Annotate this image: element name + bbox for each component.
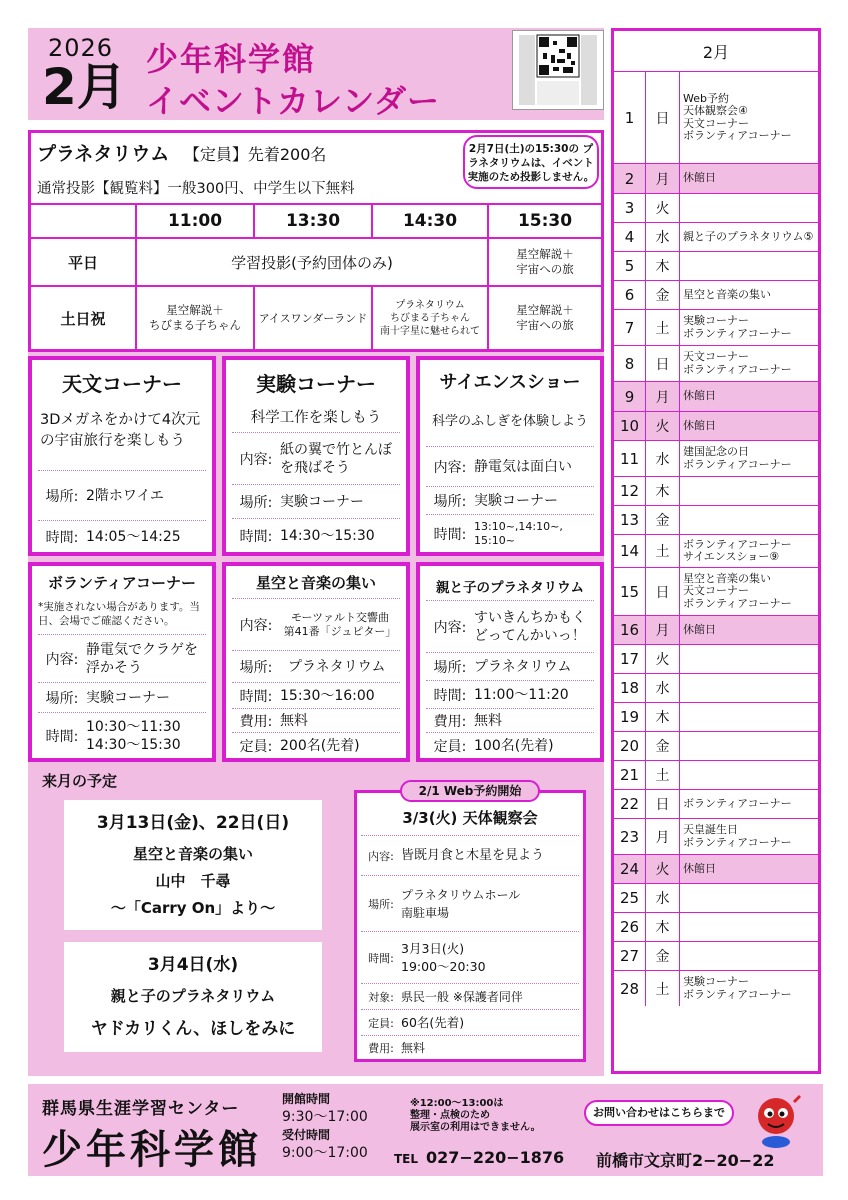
- music-cap-value: 200名(先着): [280, 737, 360, 754]
- next-kids-date: 3月4日(水): [147, 955, 239, 975]
- calendar-day-row: [614, 163, 818, 193]
- mascot-icon: [748, 1092, 804, 1150]
- volunteer-content-key: 内容:: [45, 651, 79, 668]
- calendar-day-row: [614, 760, 818, 789]
- calendar-events: ボランティアコーナー: [683, 796, 792, 810]
- calendar-events: [680, 884, 818, 912]
- calendar-weekday: 月: [646, 382, 680, 411]
- calendar-day-number: 16: [614, 616, 646, 644]
- header-year: 2026: [48, 34, 114, 62]
- next-obs-title: 3/3(火) 天体観察会: [402, 809, 538, 827]
- calendar-weekday: 土: [646, 761, 680, 789]
- footer-recv-label: 受付時間: [282, 1128, 331, 1142]
- calendar-day-row: [614, 222, 818, 251]
- kids-place-value: プラネタリウム: [474, 658, 572, 675]
- weekday-label: 平日: [67, 253, 98, 272]
- planetarium-title: [37, 139, 326, 166]
- calendar-day-row: [614, 193, 818, 222]
- calendar-events: [680, 732, 818, 760]
- calendar-events: 実験コーナー ボランティアコーナー: [683, 975, 792, 1001]
- header-month: 2月: [42, 58, 127, 116]
- experiment-desc: 科学工作を楽しもう: [250, 410, 382, 426]
- science-desc: 科学のふしぎを体験しよう: [431, 414, 588, 429]
- experiment-corner-box: [222, 356, 410, 556]
- kids-place-key: 場所:: [433, 659, 467, 676]
- calendar-events: [680, 942, 818, 970]
- calendar-day-number: 15: [614, 568, 646, 615]
- calendar-events: 星空と音楽の集い 天文コーナー ボランティアコーナー: [683, 571, 792, 610]
- next-month-label: 来月の予定: [42, 772, 118, 790]
- next-kids-line2: ヤドカリくん、ほしをみに: [90, 1019, 296, 1039]
- next-observation-box: [354, 790, 586, 1062]
- qr-code-icon[interactable]: [512, 30, 604, 110]
- calendar-weekday: 土: [646, 971, 680, 1006]
- calendar-day-row: [614, 381, 818, 411]
- calendar-events: 建国記念の日 ボランティアコーナー: [683, 445, 792, 471]
- calendar-day-row: [614, 411, 818, 440]
- calendar-weekday: 木: [646, 477, 680, 505]
- science-title: サイエンスショー: [439, 372, 581, 393]
- calendar-day-number: 13: [614, 506, 646, 534]
- calendar-events: 休館日: [683, 171, 716, 185]
- calendar-day-row: [614, 345, 818, 381]
- next-obs-place-value: プラネタリウムホール 南駐車場: [401, 887, 521, 920]
- calendar-weekday: 月: [646, 616, 680, 644]
- weekday-program: 学習投影(予約団体のみ): [231, 253, 393, 272]
- calendar-day-row: [614, 731, 818, 760]
- calendar-day-number: 3: [614, 194, 646, 222]
- calendar-weekday: 木: [646, 703, 680, 731]
- kids-fee-value: 無料: [474, 712, 502, 729]
- astronomy-title: 天文コーナー: [62, 372, 182, 396]
- calendar-events: 休館日: [683, 418, 716, 432]
- calendar-events: 休館日: [683, 389, 716, 403]
- next-music-line2: 山中 千尋: [155, 872, 231, 890]
- calendar-weekday: 月: [646, 819, 680, 854]
- experiment-time-value: 14:30〜15:30: [280, 527, 375, 544]
- calendar-weekday: 水: [646, 884, 680, 912]
- planetarium-capacity: 【定員】先着200名: [183, 145, 327, 164]
- calendar-weekday: 土: [646, 310, 680, 345]
- next-obs-target-key: 対象:: [368, 990, 394, 1004]
- calendar-weekday: 木: [646, 252, 680, 280]
- astronomy-corner-box: [28, 356, 216, 556]
- calendar-day-number: 14: [614, 535, 646, 567]
- calendar-day-row: [614, 615, 818, 644]
- experiment-content-key: 内容:: [239, 451, 273, 468]
- web-reservation-badge: 2/1 Web予約開始: [400, 780, 540, 802]
- calendar-events: [680, 761, 818, 789]
- planetarium-fee: 通常投影【観覧料】一般300円、中学生以下無料: [37, 181, 355, 197]
- calendar-day-number: 2: [614, 164, 646, 193]
- calendar-events: ボランティアコーナー サイエンスショー⑨: [683, 537, 792, 563]
- weekend-program-2: アイスワンダーランド: [258, 312, 368, 325]
- calendar-events: 星空と音楽の集い: [683, 287, 771, 301]
- experiment-place-value: 実験コーナー: [280, 493, 364, 510]
- kids-planetarium-box: [416, 562, 604, 762]
- calendar-day-number: 6: [614, 281, 646, 309]
- astronomy-place-key: 場所:: [45, 488, 79, 505]
- science-place-value: 実験コーナー: [474, 492, 558, 509]
- calendar-day-row: [614, 505, 818, 534]
- next-obs-fee-key: 費用:: [368, 1041, 394, 1055]
- calendar-day-row: [614, 476, 818, 505]
- calendar-weekday: 水: [646, 674, 680, 702]
- volunteer-corner-box: [28, 562, 216, 762]
- calendar-day-number: 21: [614, 761, 646, 789]
- astronomy-place-value: 2階ホワイエ: [86, 487, 164, 504]
- experiment-time-key: 時間:: [239, 528, 273, 545]
- calendar-day-row: [614, 644, 818, 673]
- science-time-value: 13:10~,14:10~, 15:10~: [474, 519, 563, 547]
- calendar-title: 2月: [702, 42, 730, 62]
- time-header-4: 15:30: [517, 211, 573, 231]
- weekend-program-3: プラネタリウム ちびまる子ちゃん 南十字星に魅せられて: [380, 299, 480, 337]
- calendar-weekday: 火: [646, 645, 680, 673]
- calendar-events: [680, 703, 818, 731]
- calendar-day-number: 23: [614, 819, 646, 854]
- calendar-events: [680, 913, 818, 941]
- calendar-day-row: [614, 702, 818, 731]
- calendar-weekday: 火: [646, 194, 680, 222]
- kids-time-key: 時間:: [433, 687, 467, 704]
- footer-open-label: 開館時間: [282, 1092, 331, 1106]
- time-header-1: 11:00: [167, 211, 223, 231]
- calendar-events: 天文コーナー ボランティアコーナー: [683, 350, 792, 376]
- music-event-box: [222, 562, 410, 762]
- footer-name: 少年科学館: [42, 1127, 262, 1173]
- weekend-program-1: 星空解説＋ ちびまる子ちゃん: [149, 303, 241, 332]
- calendar-day-number: 12: [614, 477, 646, 505]
- calendar-day-row: [614, 534, 818, 567]
- music-title: 星空と音楽の集い: [255, 574, 376, 592]
- calendar-day-row: [614, 941, 818, 970]
- science-place-key: 場所:: [433, 493, 467, 510]
- calendar-day-row: [614, 854, 818, 883]
- next-obs-cap-key: 定員:: [368, 1016, 394, 1030]
- calendar-day-row: [614, 818, 818, 854]
- science-show-box: [416, 356, 604, 556]
- next-music-line3: 〜「Carry On」より〜: [110, 899, 276, 917]
- kids-content-value: すいきんちかもく どってんかいっ！: [474, 609, 586, 644]
- experiment-content-value: 紙の翼で竹とんぼを飛ばそう: [280, 441, 392, 476]
- next-month-section: [28, 762, 604, 1076]
- calendar-day-number: 9: [614, 382, 646, 411]
- music-fee-key: 費用:: [239, 713, 273, 730]
- calendar-events: [680, 252, 818, 280]
- calendar-weekday: 火: [646, 412, 680, 440]
- footer-address: 前橋市文京町2−20−22: [596, 1151, 775, 1170]
- footer-org: 群馬県生涯学習センター: [42, 1099, 240, 1119]
- calendar-day-row: [614, 440, 818, 476]
- volunteer-place-value: 実験コーナー: [86, 689, 170, 706]
- calendar-weekday: 火: [646, 855, 680, 883]
- calendar-day-number: 5: [614, 252, 646, 280]
- next-obs-fee-value: 無料: [401, 1040, 426, 1055]
- volunteer-note: *実施されない場合があります。当日、会場でご確認ください。: [38, 601, 200, 627]
- calendar-events: [680, 194, 818, 222]
- planetarium-notice-bubble: 2月7日(土)の15:30の プラネタリウムは、イベント 実施のため投影しません。: [463, 135, 599, 189]
- footer-tel: [394, 1148, 564, 1167]
- calendar-events: [680, 674, 818, 702]
- science-content-key: 内容:: [433, 459, 467, 476]
- calendar-day-row: [614, 567, 818, 615]
- music-fee-value: 無料: [280, 712, 308, 729]
- calendar-day-number: 8: [614, 346, 646, 381]
- calendar-weekday: 金: [646, 732, 680, 760]
- astronomy-time-value: 14:05〜14:25: [86, 528, 181, 545]
- next-obs-cap-value: 60名(先着): [401, 1014, 465, 1030]
- next-music-box: [64, 800, 322, 930]
- volunteer-time-key: 時間:: [45, 728, 79, 745]
- calendar-day-row: [614, 789, 818, 818]
- calendar-events: [680, 477, 818, 505]
- calendar-day-number: 27: [614, 942, 646, 970]
- calendar-day-number: 26: [614, 913, 646, 941]
- next-obs-content-value: 皆既月食と木星を見よう: [401, 847, 545, 863]
- calendar-weekday: 水: [646, 441, 680, 476]
- calendar-weekday: 日: [646, 72, 680, 163]
- weekend-program-4: 星空解説＋ 宇宙への旅: [516, 303, 574, 332]
- astronomy-desc: 3Dメガネをかけて4次元の宇宙旅行を楽しもう: [40, 412, 201, 449]
- calendar-day-row: [614, 309, 818, 345]
- calendar-weekday: 月: [646, 164, 680, 193]
- calendar-day-number: 4: [614, 223, 646, 251]
- footer-recv-time: 9:00〜17:00: [282, 1145, 368, 1161]
- footer-open-time: 9:30〜17:00: [282, 1109, 368, 1125]
- kids-time-value: 11:00〜11:20: [474, 686, 569, 703]
- contact-bubble: お問い合わせはこちらまで: [584, 1100, 734, 1126]
- calendar-events: 休館日: [683, 861, 716, 875]
- volunteer-title: ボランティアコーナー: [47, 574, 197, 592]
- time-header-3: 14:30: [402, 211, 458, 231]
- next-obs-target-value: 県民一般 ※保護者同伴: [401, 989, 523, 1004]
- next-obs-content-key: 内容:: [368, 849, 394, 863]
- calendar-weekday: 金: [646, 506, 680, 534]
- header-banner: [28, 28, 604, 120]
- music-time-key: 時間:: [239, 688, 273, 705]
- calendar-day-number: 17: [614, 645, 646, 673]
- next-kids-line1: 親と子のプラネタリウム: [110, 987, 276, 1005]
- calendar-events: 親と子のプラネタリウム⑤: [683, 229, 814, 243]
- footer-tel-label: TEL: [394, 1152, 419, 1166]
- calendar-day-row: [614, 970, 818, 1006]
- calendar-events: 実験コーナー ボランティアコーナー: [683, 314, 792, 340]
- experiment-place-key: 場所:: [239, 494, 273, 511]
- header-title-line1: 少年科学館: [146, 40, 317, 78]
- calendar-day-row: [614, 883, 818, 912]
- kids-title: 親と子のプラネタリウム: [436, 580, 584, 596]
- calendar-day-number: 1: [614, 72, 646, 163]
- next-obs-time-key: 時間:: [368, 951, 394, 965]
- kids-content-key: 内容:: [433, 619, 467, 636]
- science-content-value: 静電気は面白い: [474, 458, 572, 475]
- calendar-day-row: [614, 251, 818, 280]
- calendar-weekday: 木: [646, 913, 680, 941]
- calendar-day-number: 25: [614, 884, 646, 912]
- calendar-day-row: [614, 673, 818, 702]
- calendar-day-number: 28: [614, 971, 646, 1006]
- calendar-day-number: 24: [614, 855, 646, 883]
- calendar-weekday: 水: [646, 223, 680, 251]
- calendar-weekday: 日: [646, 790, 680, 818]
- calendar-day-number: 20: [614, 732, 646, 760]
- calendar-day-number: 19: [614, 703, 646, 731]
- music-place-key: 場所:: [239, 659, 273, 676]
- music-time-value: 15:30〜16:00: [280, 687, 375, 704]
- planetarium-schedule: [28, 130, 604, 352]
- header-title-line2: イベントカレンダー: [146, 82, 440, 120]
- kids-cap-value: 100名(先着): [474, 737, 554, 754]
- calendar-events: [680, 645, 818, 673]
- music-cap-key: 定員:: [239, 738, 273, 755]
- calendar-weekday: 日: [646, 568, 680, 615]
- science-time-key: 時間:: [433, 526, 467, 543]
- next-obs-place-key: 場所:: [368, 897, 394, 911]
- astronomy-time-key: 時間:: [45, 529, 79, 546]
- planetarium-title-text: プラネタリウム: [37, 143, 170, 165]
- calendar-day-row: [614, 71, 818, 163]
- calendar-events: Web予約 天体観察会④ 天文コーナー ボランティアコーナー: [683, 91, 792, 142]
- calendar-day-number: 18: [614, 674, 646, 702]
- february-calendar: [611, 28, 821, 1074]
- calendar-events: 天皇誕生日 ボランティアコーナー: [683, 823, 792, 849]
- volunteer-place-key: 場所:: [45, 690, 79, 707]
- calendar-day-row: [614, 280, 818, 309]
- experiment-title: 実験コーナー: [256, 372, 376, 396]
- time-header-2: 13:30: [285, 211, 341, 231]
- calendar-day-number: 7: [614, 310, 646, 345]
- next-music-line1: 星空と音楽の集い: [132, 845, 253, 863]
- weekend-label: 土日祝: [60, 309, 106, 328]
- calendar-weekday: 土: [646, 535, 680, 567]
- footer-notice: ※12:00〜13:00は 整理・点検のため 展示室の利用はできません。: [410, 1098, 541, 1133]
- calendar-weekday: 金: [646, 942, 680, 970]
- calendar-events: [680, 506, 818, 534]
- calendar-day-number: 10: [614, 412, 646, 440]
- volunteer-time-value: 10:30〜11:30 14:30〜15:30: [86, 718, 181, 753]
- kids-cap-key: 定員:: [433, 738, 467, 755]
- next-kids-box: [64, 942, 322, 1052]
- calendar-events: 休館日: [683, 622, 716, 636]
- calendar-weekday: 金: [646, 281, 680, 309]
- calendar-day-row: [614, 912, 818, 941]
- calendar-day-number: 22: [614, 790, 646, 818]
- music-place-value: プラネタリウム: [288, 658, 386, 675]
- kids-fee-key: 費用:: [433, 713, 467, 730]
- footer: [28, 1084, 823, 1176]
- calendar-weekday: 日: [646, 346, 680, 381]
- footer-tel-number[interactable]: 027−220−1876: [426, 1148, 565, 1167]
- volunteer-content-value: 静電気でクラゲを浮かそう: [86, 641, 198, 676]
- next-music-date: 3月13日(金)、22日(日): [96, 813, 290, 833]
- music-content-key: 内容:: [239, 617, 273, 634]
- calendar-day-number: 11: [614, 441, 646, 476]
- music-content-value: モーツァルト交響曲 第41番「ジュピター」: [283, 610, 397, 638]
- next-obs-time-value: 3月3日(火) 19:00〜20:30: [401, 940, 486, 974]
- weekday-last-program: 星空解説＋ 宇宙への旅: [516, 247, 574, 276]
